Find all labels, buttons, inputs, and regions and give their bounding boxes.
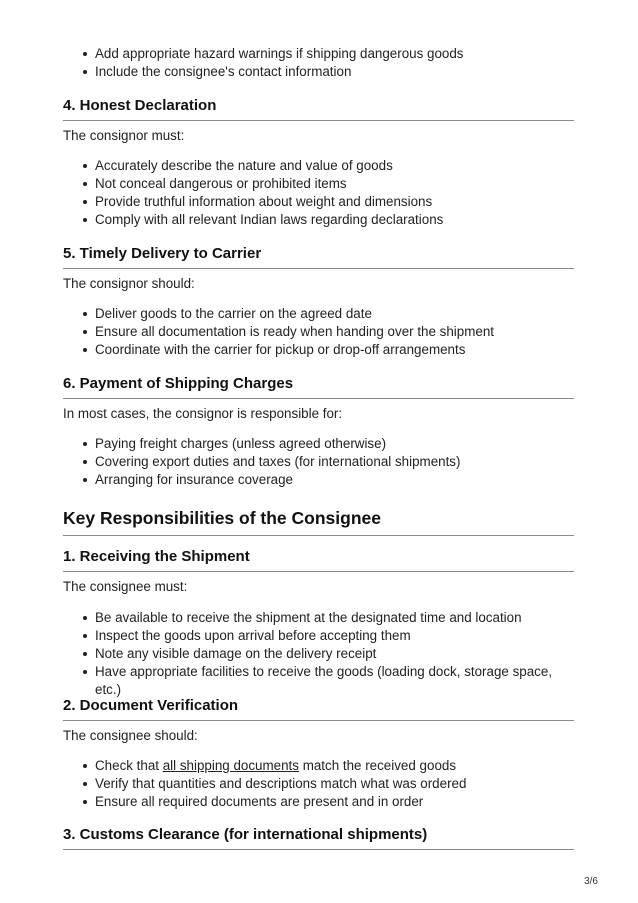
shipping-documents-link[interactable]: all shipping documents	[162, 758, 299, 773]
list-item-text: Check that	[95, 758, 163, 773]
list-item: Paying freight charges (unless agreed otherwise)	[63, 435, 574, 453]
list-item: Arranging for insurance coverage	[63, 471, 574, 489]
list-item: Ensure all documentation is ready when handing over the shipment	[63, 323, 574, 341]
major-heading: Key Responsibilities of the Consignee	[63, 507, 574, 536]
bullet-list	[63, 757, 574, 811]
list-item: Deliver goods to the carrier on the agreed date	[63, 305, 574, 323]
list-item: Inspect the goods upon arrival before accepting them	[63, 627, 574, 645]
section-heading: 6. Payment of Shipping Charges	[63, 375, 574, 399]
list-item: Ensure all required documents are present and in order	[63, 793, 574, 811]
list-item: Accurately describe the nature and value of goods	[63, 157, 574, 175]
section-heading: 4. Honest Declaration	[63, 97, 574, 121]
section-intro: The consignee should:	[63, 728, 198, 743]
list-item: Note any visible damage on the delivery receipt	[63, 645, 574, 663]
section-intro: The consignee must:	[63, 579, 188, 594]
list-item: Include the consignee's contact information	[63, 63, 574, 81]
list-item: Covering export duties and taxes (for international shipments)	[63, 453, 574, 471]
list-item: Have appropriate facilities to receive the goods (loading dock, storage space, etc.)	[63, 663, 574, 699]
bullet-list	[63, 609, 574, 699]
list-item: Verify that quantities and descriptions match what was ordered	[63, 775, 574, 793]
section-intro: In most cases, the consignor is responsible for:	[63, 406, 343, 421]
list-item: Coordinate with the carrier for pickup or drop-off arrangements	[63, 341, 574, 359]
bullet-list	[63, 305, 574, 359]
list-item: Provide truthful information about weight and dimensions	[63, 193, 574, 211]
bullet-list	[63, 435, 574, 489]
section-heading: 2. Document Verification	[63, 697, 574, 721]
section-intro: The consignor should:	[63, 276, 195, 291]
list-item-text: match the received goods	[298, 758, 457, 773]
section-heading: 3. Customs Clearance (for international shipments)	[63, 826, 574, 850]
bullet-list	[63, 45, 574, 81]
list-item: Comply with all relevant Indian laws regarding declarations	[63, 211, 574, 229]
section-heading: 1. Receiving the Shipment	[63, 548, 574, 572]
page-number: 3/6	[584, 876, 598, 887]
section-intro: The consignor must:	[63, 128, 185, 143]
section-heading: 5. Timely Delivery to Carrier	[63, 245, 574, 269]
bullet-list	[63, 157, 574, 229]
list-item: Add appropriate hazard warnings if shipping dangerous goods	[63, 45, 574, 63]
list-item: Not conceal dangerous or prohibited items	[63, 175, 574, 193]
list-item	[63, 757, 574, 775]
list-item: Be available to receive the shipment at the designated time and location	[63, 609, 574, 627]
